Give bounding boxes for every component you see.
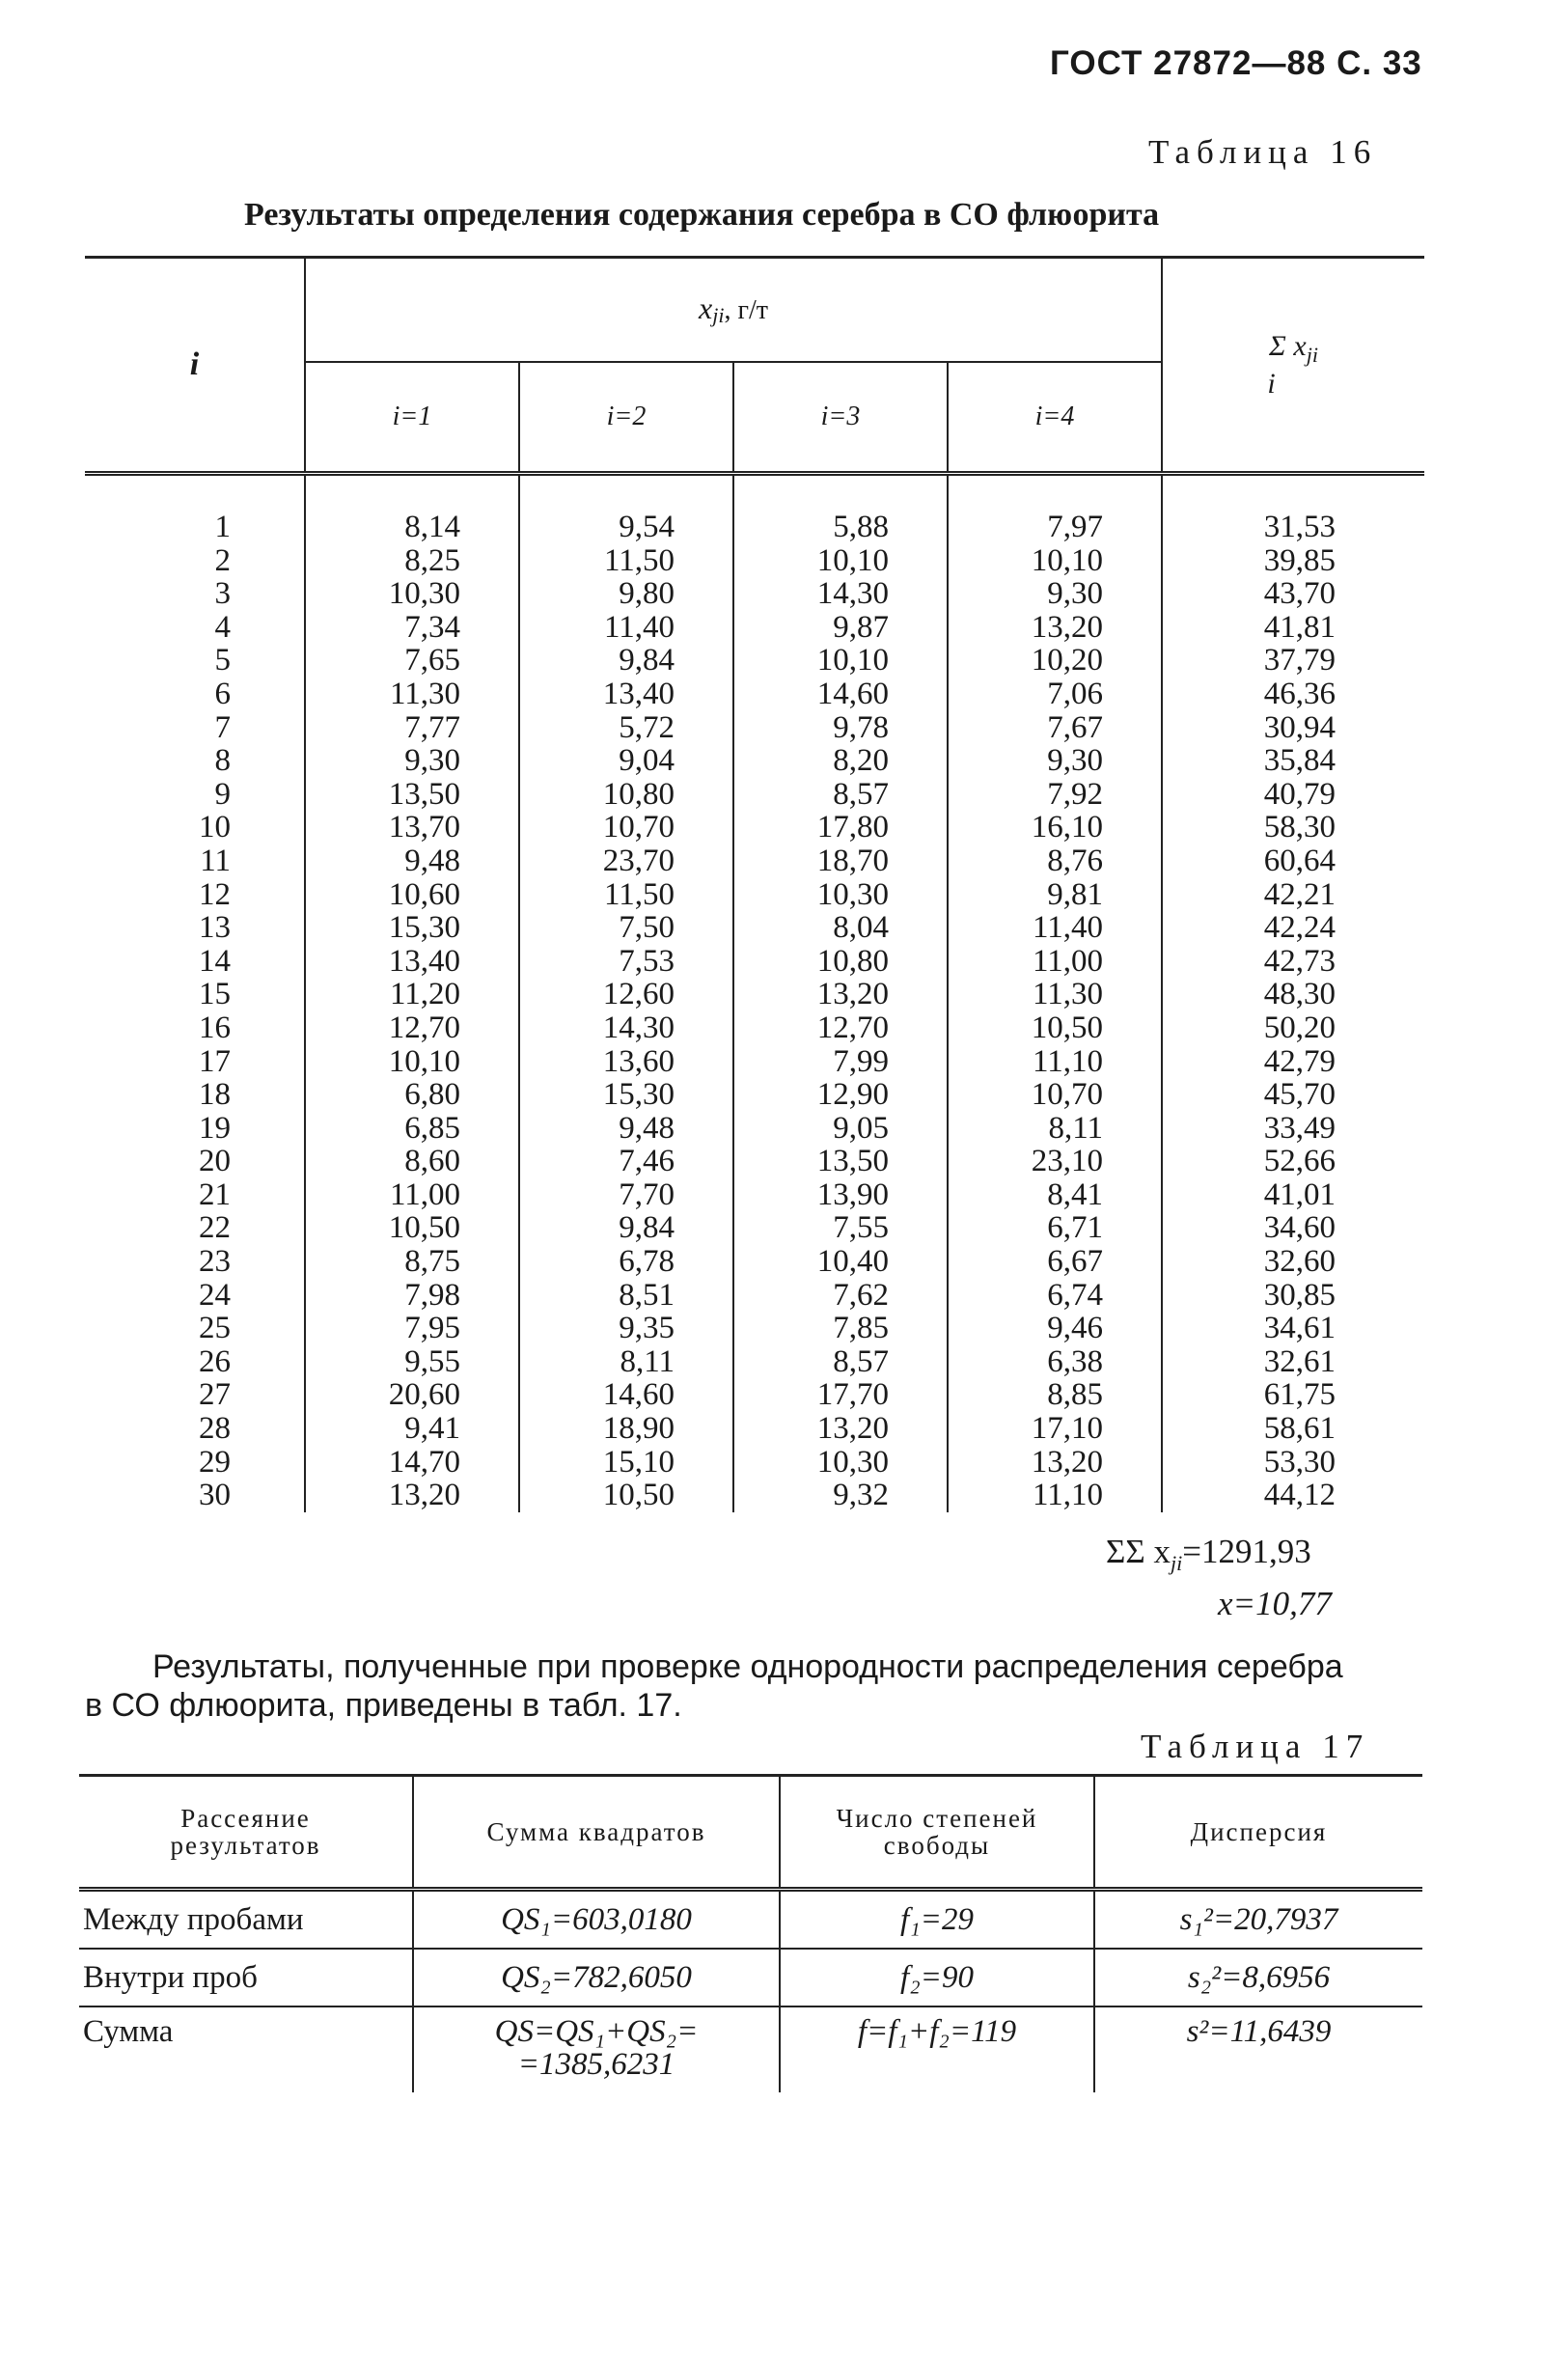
row-index-cell: 1 <box>214 510 231 544</box>
value-cell: 7,77 <box>305 711 519 745</box>
table16-row <box>85 577 1424 611</box>
value-cell: 10,80 <box>519 778 733 812</box>
row-index-cell: 7 <box>214 709 231 745</box>
value-cell: 11,20 <box>305 978 519 1011</box>
sub-col-2: i=2 <box>519 362 733 474</box>
row-index-cell: 11 <box>200 843 231 878</box>
row-sum-cell: 37,79 <box>1162 644 1424 678</box>
value-cell: 7,06 <box>948 678 1162 711</box>
value-cell: 7,67 <box>948 711 1162 745</box>
value-cell: 6,80 <box>305 1078 519 1112</box>
sub-col-3: i=3 <box>733 362 948 474</box>
value-cell: 11,10 <box>948 1045 1162 1079</box>
value-cell: 8,14 <box>305 474 519 544</box>
row-index-cell: 12 <box>199 876 231 912</box>
value-cell: 7,55 <box>733 1211 948 1245</box>
value-cell: 11,00 <box>948 945 1162 979</box>
row-sum-cell: 61,75 <box>1162 1378 1424 1412</box>
total-sum: ΣΣ $x_{ji}=1291,93$ <box>1106 1533 1311 1575</box>
value-cell: 9,30 <box>305 744 519 778</box>
value-cell: 7,53 <box>519 945 733 979</box>
value-cell: 10,80 <box>733 945 948 979</box>
table16-row <box>85 1245 1424 1279</box>
value-cell: 11,30 <box>305 678 519 711</box>
row-index-cell: 5 <box>214 643 231 678</box>
row-index-cell: 8 <box>214 743 231 779</box>
value-cell: 10,10 <box>733 544 948 578</box>
value-cell: 9,46 <box>948 1312 1162 1345</box>
value-cell: 9,48 <box>305 844 519 878</box>
value-cell: 8,60 <box>305 1145 519 1178</box>
row-index-cell: 27 <box>199 1377 231 1413</box>
row-index-cell: 15 <box>199 977 231 1012</box>
value-cell: 8,51 <box>519 1279 733 1313</box>
table16-row <box>85 945 1424 979</box>
table16-row <box>85 1279 1424 1313</box>
value-cell: 9,35 <box>519 1312 733 1345</box>
value-cell: 9,32 <box>733 1479 948 1512</box>
row-index-cell: 24 <box>199 1277 231 1313</box>
row-sum-cell: 40,79 <box>1162 778 1424 812</box>
row-index-cell: 3 <box>214 576 231 612</box>
t17-header-sum-squares: Сумма квадратов <box>413 1776 780 1890</box>
value-cell: 9,84 <box>519 1211 733 1245</box>
value-cell: 7,92 <box>948 778 1162 812</box>
value-cell: 13,60 <box>519 1045 733 1079</box>
value-cell: 13,40 <box>519 678 733 711</box>
table16-row <box>85 811 1424 844</box>
row-index-cell: 22 <box>199 1210 231 1246</box>
value-cell: 13,90 <box>733 1178 948 1212</box>
value-cell: 8,76 <box>948 844 1162 878</box>
row-sum-cell: 41,01 <box>1162 1178 1424 1212</box>
value-cell: 10,30 <box>733 878 948 912</box>
t17-cell: f₁=29 <box>780 1890 1094 1950</box>
row-sum-cell: 46,36 <box>1162 678 1424 711</box>
mean-value: x=10,77 <box>1218 1585 1332 1622</box>
value-cell: 9,04 <box>519 744 733 778</box>
value-cell: 13,20 <box>305 1479 519 1512</box>
value-cell: 9,78 <box>733 711 948 745</box>
row-sum-cell: 31,53 <box>1162 474 1424 544</box>
row-index-cell: 17 <box>199 1043 231 1079</box>
t17-row <box>79 1949 1422 2006</box>
t17-row <box>79 2006 1422 2092</box>
value-cell: 9,30 <box>948 577 1162 611</box>
value-cell: 13,20 <box>733 1412 948 1446</box>
row-index-cell: 19 <box>199 1110 231 1146</box>
paragraph <box>85 1647 1424 1725</box>
value-cell: 9,84 <box>519 644 733 678</box>
row-sum-cell: 58,61 <box>1162 1412 1424 1446</box>
value-cell: 8,57 <box>733 1345 948 1379</box>
value-cell: 7,34 <box>305 611 519 645</box>
value-cell: 13,70 <box>305 811 519 844</box>
value-cell: 9,05 <box>733 1112 948 1146</box>
row-sum-cell: 45,70 <box>1162 1078 1424 1112</box>
value-cell: 7,46 <box>519 1145 733 1178</box>
row-index-cell: 26 <box>199 1343 231 1379</box>
paragraph-line1: Результаты, полученные при проверке однородности распределения серебра <box>152 1648 1343 1685</box>
row-sum-cell: 39,85 <box>1162 544 1424 578</box>
value-cell: 12,70 <box>305 1011 519 1045</box>
value-cell: 11,30 <box>948 978 1162 1011</box>
row-sum-cell: 42,21 <box>1162 878 1424 912</box>
value-cell: 12,60 <box>519 978 733 1011</box>
table16-row <box>85 1446 1424 1480</box>
value-cell: 10,10 <box>305 1045 519 1079</box>
table16-row <box>85 544 1424 578</box>
table16-row <box>85 1345 1424 1379</box>
value-cell: 8,20 <box>733 744 948 778</box>
value-cell: 7,62 <box>733 1279 948 1313</box>
table16-row <box>85 778 1424 812</box>
row-index-cell: 4 <box>214 609 231 645</box>
row-sum-cell: 33,49 <box>1162 1112 1424 1146</box>
value-cell: 14,30 <box>733 577 948 611</box>
table16-row <box>85 644 1424 678</box>
page-header: ГОСТ 27872—88 С. 33 <box>1050 44 1422 82</box>
row-index-cell: 18 <box>199 1077 231 1113</box>
value-cell: 8,85 <box>948 1378 1162 1412</box>
t17-cell: Сумма <box>83 2014 174 2049</box>
value-cell: 10,70 <box>948 1078 1162 1112</box>
value-cell: 9,55 <box>305 1345 519 1379</box>
paragraph-line2: в СО флюорита, приведены в табл. 17. <box>85 1687 682 1724</box>
row-sum-cell: 42,24 <box>1162 911 1424 945</box>
value-cell: 9,48 <box>519 1112 733 1146</box>
value-cell: 7,85 <box>733 1312 948 1345</box>
table16-row <box>85 978 1424 1011</box>
row-sum-cell: 35,84 <box>1162 744 1424 778</box>
row-index-cell: 2 <box>214 542 231 578</box>
table16-body <box>85 474 1424 1512</box>
value-cell: 10,10 <box>733 644 948 678</box>
value-cell: 11,40 <box>519 611 733 645</box>
value-cell: 9,80 <box>519 577 733 611</box>
value-cell: 13,20 <box>948 1446 1162 1480</box>
table16-row <box>85 1378 1424 1412</box>
value-cell: 13,50 <box>733 1145 948 1178</box>
value-cell: 15,30 <box>519 1078 733 1112</box>
row-sum-cell: 43,70 <box>1162 577 1424 611</box>
value-cell: 10,50 <box>519 1479 733 1512</box>
value-cell: 12,70 <box>733 1011 948 1045</box>
row-index-cell: 21 <box>199 1176 231 1212</box>
t17-header-variance: Дисперсия <box>1094 1776 1422 1890</box>
value-cell: 10,20 <box>948 644 1162 678</box>
value-cell: 7,97 <box>948 474 1162 544</box>
table16-row <box>85 1112 1424 1146</box>
row-index-cell: 29 <box>199 1444 231 1480</box>
table16-row <box>85 1312 1424 1345</box>
row-index-cell: 25 <box>199 1311 231 1346</box>
table16-row <box>85 1011 1424 1045</box>
t17-row <box>79 1890 1422 1950</box>
table16-row <box>85 744 1424 778</box>
value-cell: 6,67 <box>948 1245 1162 1279</box>
value-cell: 10,70 <box>519 811 733 844</box>
col-xji-header: $x_{ji}$, г/т <box>305 258 1162 363</box>
value-cell: 17,70 <box>733 1378 948 1412</box>
value-cell: 9,30 <box>948 744 1162 778</box>
row-index-cell: 28 <box>199 1411 231 1447</box>
t17-cell: QS₁=603,0180 <box>413 1890 780 1950</box>
col-sum-header: Σ $x_{ji}$ i <box>1162 258 1424 474</box>
value-cell: 6,71 <box>948 1211 1162 1245</box>
table17 <box>79 1774 1422 2092</box>
value-cell: 13,50 <box>305 778 519 812</box>
table16-title: Результаты определения содержания серебра в СО флюорита <box>244 197 1160 233</box>
sub-col-1: i=1 <box>305 362 519 474</box>
value-cell: 10,40 <box>733 1245 948 1279</box>
t17-cell: s²=11,6439 <box>1094 2006 1422 2092</box>
value-cell: 16,10 <box>948 811 1162 844</box>
row-sum-cell: 42,73 <box>1162 945 1424 979</box>
row-sum-cell: 50,20 <box>1162 1011 1424 1045</box>
value-cell: 18,90 <box>519 1412 733 1446</box>
value-cell: 17,80 <box>733 811 948 844</box>
table16-row <box>85 844 1424 878</box>
value-cell: 12,90 <box>733 1078 948 1112</box>
value-cell: 5,72 <box>519 711 733 745</box>
table16-label: Таблица 16 <box>1148 133 1378 171</box>
value-cell: 11,50 <box>519 878 733 912</box>
sub-col-4: i=4 <box>948 362 1162 474</box>
table16-row <box>85 1479 1424 1512</box>
value-cell: 17,10 <box>948 1412 1162 1446</box>
value-cell: 13,20 <box>948 611 1162 645</box>
value-cell: 6,85 <box>305 1112 519 1146</box>
value-cell: 9,54 <box>519 474 733 544</box>
row-sum-cell: 52,66 <box>1162 1145 1424 1178</box>
value-cell: 7,98 <box>305 1279 519 1313</box>
value-cell: 10,50 <box>305 1211 519 1245</box>
value-cell: 10,30 <box>305 577 519 611</box>
row-sum-cell: 30,85 <box>1162 1279 1424 1313</box>
value-cell: 5,88 <box>733 474 948 544</box>
row-sum-cell: 42,79 <box>1162 1045 1424 1079</box>
value-cell: 14,70 <box>305 1446 519 1480</box>
value-cell: 8,41 <box>948 1178 1162 1212</box>
row-sum-cell: 58,30 <box>1162 811 1424 844</box>
value-cell: 6,74 <box>948 1279 1162 1313</box>
table16-row <box>85 711 1424 745</box>
value-cell: 18,70 <box>733 844 948 878</box>
t17-cell: s₁²=20,7937 <box>1094 1890 1422 1950</box>
row-index-cell: 14 <box>199 943 231 979</box>
row-sum-cell: 30,94 <box>1162 711 1424 745</box>
row-sum-cell: 60,64 <box>1162 844 1424 878</box>
row-index-cell: 30 <box>199 1478 231 1513</box>
value-cell: 8,25 <box>305 544 519 578</box>
value-cell: 8,11 <box>519 1345 733 1379</box>
table16-row <box>85 611 1424 645</box>
row-sum-cell: 53,30 <box>1162 1446 1424 1480</box>
row-index-cell: 13 <box>199 910 231 946</box>
t17-cell: QS₂=782,6050 <box>413 1949 780 2006</box>
value-cell: 10,30 <box>733 1446 948 1480</box>
row-sum-cell: 44,12 <box>1162 1479 1424 1512</box>
value-cell: 6,78 <box>519 1245 733 1279</box>
row-index-cell: 6 <box>214 676 231 711</box>
value-cell: 14,60 <box>519 1378 733 1412</box>
table16-row <box>85 1045 1424 1079</box>
value-cell: 8,11 <box>948 1112 1162 1146</box>
value-cell: 7,70 <box>519 1178 733 1212</box>
table16-row <box>85 474 1424 544</box>
row-sum-cell: 48,30 <box>1162 978 1424 1011</box>
table16-row <box>85 1145 1424 1178</box>
row-index-cell: 9 <box>214 776 231 812</box>
t17-cell: Между пробами <box>79 1890 413 1950</box>
value-cell: 10,60 <box>305 878 519 912</box>
value-cell: 8,57 <box>733 778 948 812</box>
row-sum-cell: 34,60 <box>1162 1211 1424 1245</box>
value-cell: 7,65 <box>305 644 519 678</box>
t17-cell: f₂=90 <box>780 1949 1094 2006</box>
value-cell: 15,30 <box>305 911 519 945</box>
t17-cell: f=f₁+f₂=119 <box>780 2006 1094 2092</box>
value-cell: 14,30 <box>519 1011 733 1045</box>
value-cell: 11,10 <box>948 1479 1162 1512</box>
value-cell: 13,40 <box>305 945 519 979</box>
table16-row <box>85 1078 1424 1112</box>
t17-cell: s₂²=8,6956 <box>1094 1949 1422 2006</box>
value-cell: 23,10 <box>948 1145 1162 1178</box>
value-cell: 9,81 <box>948 878 1162 912</box>
row-sum-cell: 34,61 <box>1162 1312 1424 1345</box>
t17-header-dof: Число степеней свободы <box>780 1776 1094 1890</box>
value-cell: 23,70 <box>519 844 733 878</box>
value-cell: 7,95 <box>305 1312 519 1345</box>
row-sum-cell: 41,81 <box>1162 611 1424 645</box>
t17-cell: Внутри проб <box>79 1949 413 2006</box>
table16-row <box>85 1178 1424 1212</box>
value-cell: 7,99 <box>733 1045 948 1079</box>
table16-row <box>85 1211 1424 1245</box>
row-index-cell: 23 <box>199 1244 231 1280</box>
row-sum-cell: 32,61 <box>1162 1345 1424 1379</box>
col-i-header: i <box>85 258 305 474</box>
value-cell: 9,87 <box>733 611 948 645</box>
row-index-cell: 20 <box>199 1144 231 1179</box>
table16-row <box>85 678 1424 711</box>
table16-row <box>85 911 1424 945</box>
value-cell: 8,75 <box>305 1245 519 1279</box>
row-index-cell: 16 <box>199 1010 231 1045</box>
table16 <box>85 256 1424 1512</box>
value-cell: 13,20 <box>733 978 948 1011</box>
value-cell: 8,04 <box>733 911 948 945</box>
value-cell: 6,38 <box>948 1345 1162 1379</box>
value-cell: 7,50 <box>519 911 733 945</box>
value-cell: 11,00 <box>305 1178 519 1212</box>
t17-cell: QS=QS₁+QS₂= =1385,6231 <box>413 2006 780 2092</box>
value-cell: 14,60 <box>733 678 948 711</box>
row-index-cell: 10 <box>199 810 231 845</box>
value-cell: 15,10 <box>519 1446 733 1480</box>
t17-header-scatter: Рассеяние результатов <box>79 1776 413 1890</box>
value-cell: 10,10 <box>948 544 1162 578</box>
table16-row <box>85 1412 1424 1446</box>
table16-row <box>85 878 1424 912</box>
value-cell: 10,50 <box>948 1011 1162 1045</box>
value-cell: 20,60 <box>305 1378 519 1412</box>
value-cell: 11,40 <box>948 911 1162 945</box>
value-cell: 9,41 <box>305 1412 519 1446</box>
table17-label: Таблица 17 <box>1141 1728 1370 1765</box>
value-cell: 11,50 <box>519 544 733 578</box>
row-sum-cell: 32,60 <box>1162 1245 1424 1279</box>
